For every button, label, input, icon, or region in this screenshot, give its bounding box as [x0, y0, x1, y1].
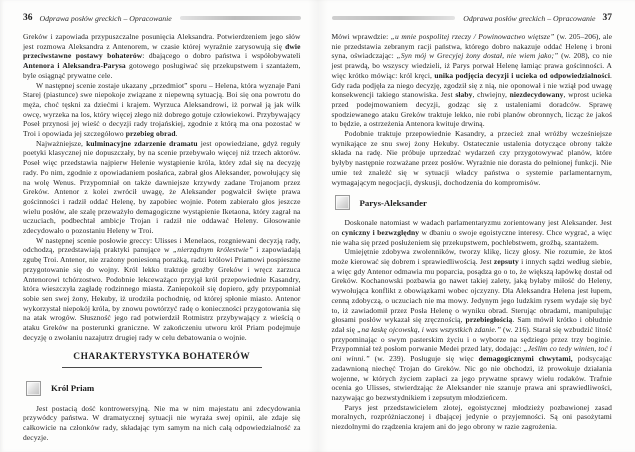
subsection-heading-parys-aleksander: [335, 195, 613, 210]
body-paragraph: W następnej scenie posłowie greccy: Ulisses i Menelaos, rozgniewani decyzją rady, odchodzą, przedstawiają praktyki panujące w „nierządnym królestwie” i zapowiadają zgubę Troi. Antenor, nie zrażony poniesioną porażką, radzi królowi Priamowi pospieszne przygotowanie się do wojny. Król lekko traktuje groźby Greków i wręcz zarzuca Antenorowi tchórzostwo. Podobnie lekceważąco przyjął król przepowiednie Kasandry, która wieszczyła zagładę rodzinnego miasta. Zaniepokoił się dopiero, gdy przypomniał sobie sen swej żony, Hekuby, iż urodziła pochodnię, od której spłonie miasto. Antenor wykorzystał niepokój króla, by znowu powtórzyć radę o konieczności przygotowania się na atak wrogów. Słuszność jego rad potwierdził Rotmistrz przybywający z wieścią o ataku Greków na posterunki graniczne. W zakończeniu utworu król Priam podejmuje decyzję o zwołaniu nazajutrz drugiej rady w celu debatowania o wojnie.: [23, 235, 301, 342]
body-paragraph: Doskonale natomiast w wadach parlamentaryzmu zorientowany jest Aleksander. Jest on cyniczny i bezwzględny w dbaniu o swoje egoistyczne interesy. Chce wygrać, a więc nie waha się przed posłużeniem się przekupstwem, pochlebstwem, groźbą, szantażem.: [331, 218, 612, 247]
right-page-body: [332, 32, 613, 432]
running-header-left: [23, 13, 301, 23]
body-paragraph: Parys jest przedstawicielem złotej, egoistycznej młodzieży pozbawionej zasad moralnych, rozpróżniaczonej i dbającej jedynie o przyjemności. Są oni pasożytami niezdolnymi do rządzenia krajem ani do jego obrony w razie zagrożenia.: [331, 402, 612, 432]
body-paragraph: Greków i zapowiada przypuszczalne posunięcia Aleksandra. Potwierdzeniem jego słów jest rozmowa Aleksandra z Antenorem, w czasie której wyraźnie zarysowują się dwie przeciwstawne postawy bohaterów: dbającego o dobro państwa i współobywateli Antenora i Aleksandra-Parysa gotowego posługiwać się przekupstwem i szantażem, byle osiągnąć prywatne cele.: [23, 32, 301, 80]
running-title-right: Odprawa posłów greckich – Opracowanie: [463, 13, 596, 23]
left-page-body: [23, 32, 301, 442]
page-number-left: 36: [23, 13, 33, 23]
body-paragraph: Umiejętnie zdobywa zwolenników, tworzy klikę, liczy głosy. Nie rozumie, że ktoś może kierować się dobrem i sprawiedliwością. Jest zepsuty i innych sądzi według siebie, a więc gdy Antenor odmawia mu poparcia, posądza go o to, że większą łapówkę dostał od Greków. Kochanowski pozbawia go nawet takiej zalety, jaką byłaby miłość do Heleny, wywołująca konflikt z obowiązkami wobec ojczyzny. Dla Aleksandra Helena jest łupem, cenną zdobyczą, o uczuciach nie ma mowy. Jedynym jego ludzkim rysem wydaje się być to, iż zawiadomił przez Posła Helenę o wyniku obrad. Sterując obradami, manipulując głosami posłów wykazał się zręcznością, przebiegłością. Sam mówił krótko i obłudnie zdał się „na łaskę ojcowską, i was wszystkich zdanie.” (w. 216). Starał się wzbudzić litość przypominając o swym pasterskim życiu i o wyborze na sędziego przez trzy boginie. Przypomniał też posłom porwanie Medei przed laty, dodając: „Jeślim co tedy winien, toć i oni winni.” (w. 239). Posługuje się więc demagogicznymi chwytami, podsycając zadawnioną niechęć Trojan do Greków. Nic go nie obchodzi, iż prowokuje działania wojenne, w których życiem zapłaci za jego prywatne sprawy wielu rodaków. Trafnie ocenia go Ulisses, stwierdzając że Aleksander nie szanuje prawa ani sprawiedliwości, nazywając go bezwstydnikiem i zepsutym młodzieńcem.: [331, 247, 613, 402]
ornament-square-icon: [26, 381, 41, 396]
page-number-right: 37: [602, 13, 612, 23]
body-paragraph: Najważniejsze, kulminacyjne zdarzenie dramatu jest opowiedziane, gdyż reguły poetyki klasycznej nie dopuszczały, by na scenie przebywało więcej niż trzech aktorów. Poseł więc przedstawia najpierw Helenie wystąpienie króla, który zdał się na decyzję rady. Po nim, zgodnie z opowiadaniem posłańca, zabrał głos Aleksander, powołujący się na wolę Wenus. Przypomniał on także dawniejsze krzywdy zadane Trojanom przez Greków. Antenor z kolei zwrócił uwagę, że Aleksander pogwałcił święte prawa gościnności i radził oddać Helenę, by zapobiec wojnie. Potem zabierało głos jeszcze wielu posłów, ale szalę przeważyło demagogiczne wystąpienie Iketaona, który zagrał na uczuciach, podbechtał ambicje Trojan i radził nie oddawać Heleny. Głosowanie zdecydowało o pozostaniu Heleny w Troi.: [23, 138, 301, 236]
running-header-right: [332, 13, 613, 23]
subsection-title: Król Priam: [51, 383, 95, 393]
subsection-heading-krol-priam: [26, 381, 301, 396]
body-paragraph: Jest postacią dość kontrowersyjną. Nie ma w nim majestatu ani zdecydowania przywódcy państwa. W dramatycznej sytuacji nie wyraża swej opinii, ale zdaje się całkowicie na członków rady, składając tym samym na nich całą odpowiedzialność za decyzje.: [23, 403, 301, 442]
header-rule-right: [332, 16, 456, 20]
section-heading: CHARAKTERYSTYKA BOHATERÓW: [62, 352, 262, 368]
subsection-title: Parys-Aleksander: [359, 197, 427, 208]
page-right: [318, 0, 635, 452]
body-paragraph: W następnej scenie zostaje ukazany „przedmiot” sporu – Helena, która wyznaje Pani Starej (piastunce) swe niepokoje związane z niepewną sytuacją. Boi się ona powrotu do męża, choć tęskni za dziećmi i krajem. Wyrzuca Aleksandrowi, iż porwał ją jak wilk owcę, wyrzeka na los, który więcej złego niż dobrego gotuje człowiekowi. Przybywający Poseł przynosi jej wieść o decyzji rady trojańskiej, zgodnie z którą ma ona pozostać w Troi i opowiada jej szczegółowo przebieg obrad.: [23, 80, 301, 139]
running-title-left: Odprawa posłów greckich – Opracowanie: [39, 13, 172, 23]
body-paragraph: Podobnie traktuje przepowiednie Kasandry, a przecież znał wróżby wcześniejsze wynikające ze snu swej żony Hekuby. Ostatecznie ustalenia dotyczące obrony także składa na radę. Nie próbuje uprzedzać wydarzeń czy przygotowywać planów, które byłyby następnie rozważane przez posłów. Wyraźnie nie dorasta do pełnionej funkcji. Nie umie też znaleźć się w sytuacji władcy państwa o systemie parlamentarnym, wymagającym negocjacji, dyskusji, dochodzenia do kompromisów.: [331, 129, 612, 187]
header-rule-left: [180, 16, 301, 20]
ornament-square-icon: [335, 195, 350, 210]
body-paragraph: Mówi wprawdzie: „u mnie pospolitej rzeczy / Powinowactwo więtsze” (w. 205–206), ale nie przedstawia zebranym racji państwa, którego dobro nakazuje oddać Helenę i broni syna, oświadczając: „Syn mój w Grecyjej żony dostał, nie wiem jako;” (w. 208), co nie jest prawdą, bo wszyscy wiedzieli, iż Parys porwał Helenę łamiąc prawa gościnności. A więc krótko mówiąc: król kręci, unika podjęcia decyzji i ucieka od odpowiedzialności. Gdy rada podjęła za niego decyzję, zgodził się z nią, nie oponował i nie wziął pod uwagę konsekwencji takiego stanowiska. Jest słaby, chwiejny, niezdecydowany, wprost ucieka przed podejmowaniem decyzji, godząc się z ustaleniami doradców. Sprawę spodziewanego ataku Greków traktuje lekko, nie robi planów obronnych, licząc że jakoś to będzie, a ostrzeżenia Antenora kwituje drwiną.: [331, 32, 613, 129]
